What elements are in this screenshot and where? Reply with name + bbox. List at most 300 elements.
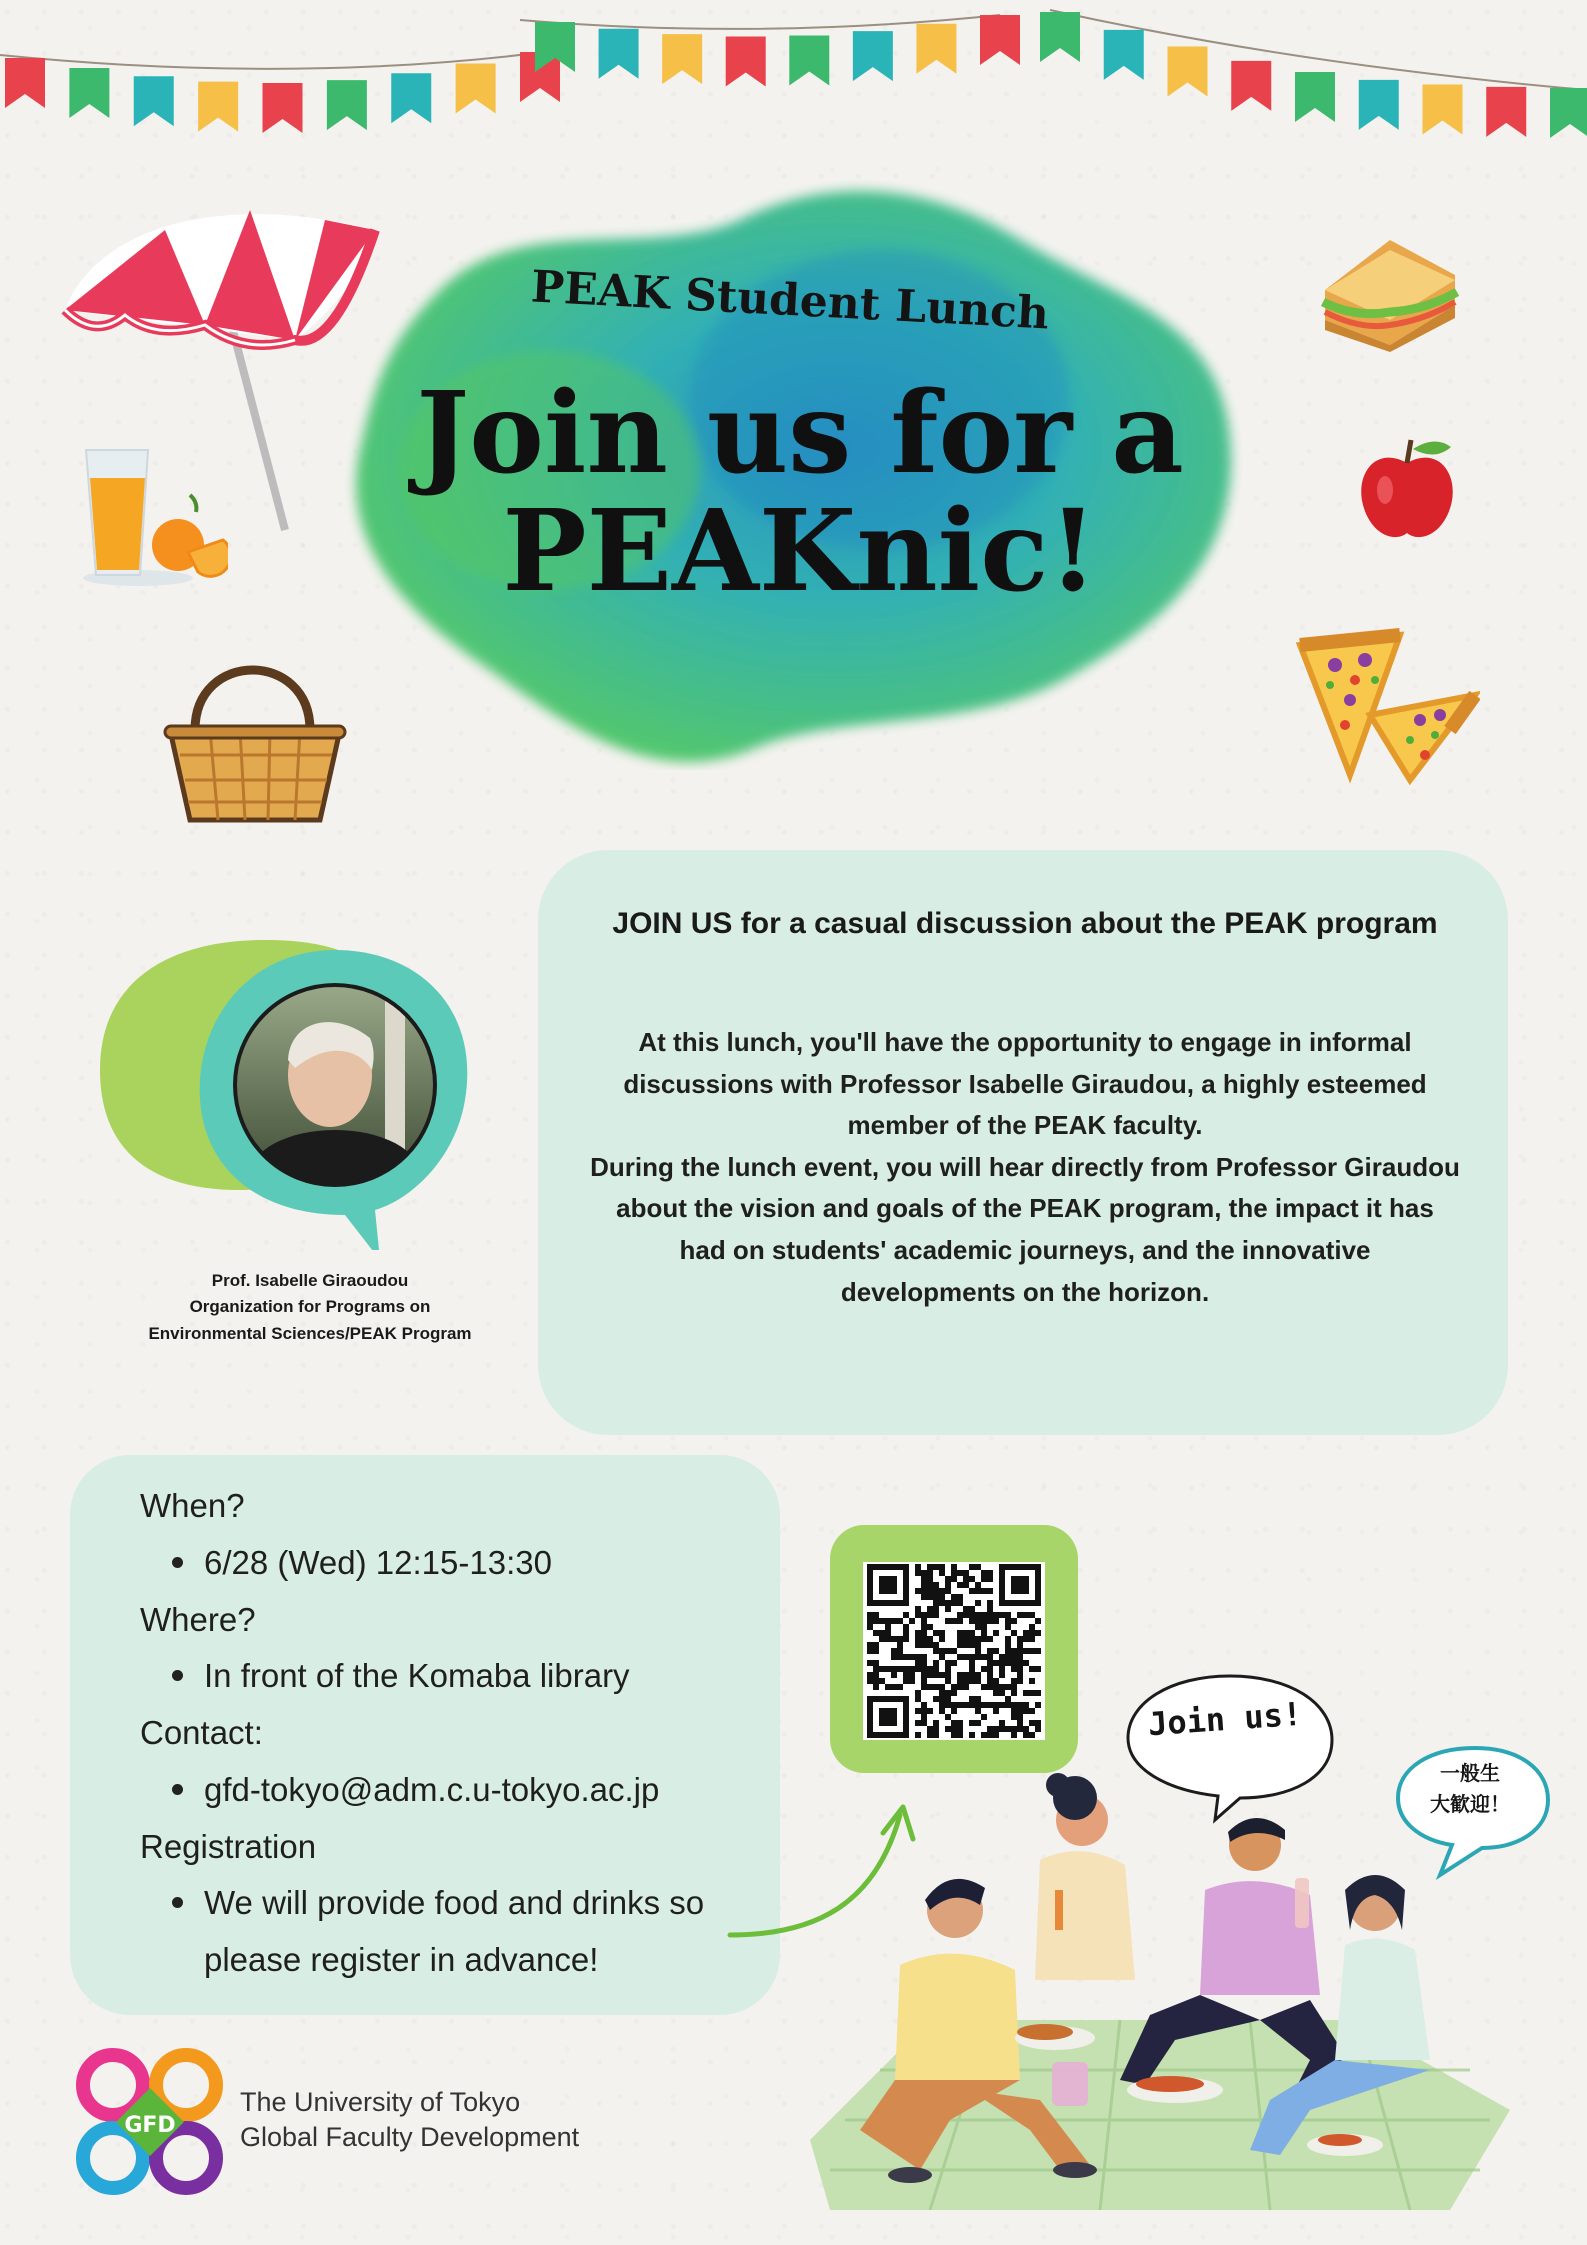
qr-module xyxy=(915,1666,921,1672)
sandwich-icon xyxy=(1315,230,1465,355)
qr-module xyxy=(933,1594,939,1600)
qr-module xyxy=(903,1624,909,1630)
qr-module xyxy=(1011,1666,1017,1672)
qr-module xyxy=(987,1666,993,1672)
qr-module xyxy=(927,1732,933,1738)
qr-module xyxy=(957,1678,963,1684)
qr-module xyxy=(1023,1690,1029,1696)
qr-module xyxy=(975,1696,981,1702)
qr-module xyxy=(1029,1720,1035,1726)
qr-module xyxy=(891,1648,897,1654)
contact-label: Contact: xyxy=(140,1714,263,1751)
qr-module xyxy=(897,1684,903,1690)
info-paragraph-2: During the lunch event, you will hear directly from Professor Giraudou about the vision and goals of the PEAK program, the impact it has had on students' academic journeys, and the innovative developments on the horizon. xyxy=(590,1151,1460,1307)
qr-module xyxy=(963,1654,969,1660)
qr-module xyxy=(1005,1642,1011,1648)
bunting-flag xyxy=(726,37,766,87)
bunting-flag xyxy=(1104,30,1144,80)
picnic-people-illustration xyxy=(790,1770,1520,2210)
qr-module xyxy=(921,1684,927,1690)
qr-module xyxy=(909,1672,915,1678)
qr-module xyxy=(927,1624,933,1630)
qr-module xyxy=(939,1648,945,1654)
qr-module xyxy=(921,1612,927,1618)
qr-module xyxy=(1011,1684,1017,1690)
bunting-flag xyxy=(69,68,109,118)
bunting-flag xyxy=(198,82,238,132)
qr-module xyxy=(921,1702,927,1708)
qr-module xyxy=(921,1642,927,1648)
qr-module xyxy=(891,1618,897,1624)
qr-module xyxy=(897,1642,903,1648)
qr-module xyxy=(993,1660,999,1666)
qr-module xyxy=(933,1630,939,1636)
qr-module xyxy=(957,1612,963,1618)
qr-module xyxy=(933,1648,939,1654)
qr-module xyxy=(963,1612,969,1618)
qr-module xyxy=(927,1612,933,1618)
qr-module xyxy=(987,1576,993,1582)
qr-module xyxy=(915,1660,921,1666)
qr-module xyxy=(1035,1702,1041,1708)
registration-value xyxy=(140,1875,780,1989)
qr-module xyxy=(927,1606,933,1612)
bunting-flag xyxy=(456,63,496,113)
qr-module xyxy=(957,1720,963,1726)
qr-module xyxy=(993,1648,999,1654)
qr-module xyxy=(1023,1660,1029,1666)
bunting-garland xyxy=(0,0,1587,150)
qr-module xyxy=(1017,1654,1023,1660)
qr-module xyxy=(987,1678,993,1684)
qr-module xyxy=(921,1654,927,1660)
qr-module xyxy=(933,1666,939,1672)
qr-module xyxy=(987,1654,993,1660)
qr-module xyxy=(1005,1696,1011,1702)
qr-finder-square xyxy=(1011,1576,1029,1594)
qr-module xyxy=(945,1588,951,1594)
qr-module xyxy=(885,1618,891,1624)
qr-module xyxy=(975,1672,981,1678)
qr-module xyxy=(927,1666,933,1672)
qr-module xyxy=(981,1570,987,1576)
qr-finder-square xyxy=(879,1576,897,1594)
qr-module xyxy=(969,1618,975,1624)
qr-module xyxy=(975,1720,981,1726)
qr-module xyxy=(1011,1648,1017,1654)
bunting-flag xyxy=(599,29,639,79)
qr-module xyxy=(897,1666,903,1672)
qr-module xyxy=(867,1642,873,1648)
qr-module xyxy=(945,1690,951,1696)
bunting-flag xyxy=(789,36,829,86)
qr-module xyxy=(987,1606,993,1612)
qr-module xyxy=(927,1708,933,1714)
qr-module xyxy=(939,1696,945,1702)
qr-module xyxy=(1011,1618,1017,1624)
qr-module xyxy=(933,1720,939,1726)
qr-module xyxy=(939,1654,945,1660)
qr-module xyxy=(1029,1636,1035,1642)
qr-module xyxy=(1029,1666,1035,1672)
qr-module xyxy=(951,1732,957,1738)
qr-module xyxy=(921,1708,927,1714)
qr-module xyxy=(999,1690,1005,1696)
qr-module xyxy=(897,1654,903,1660)
qr-module xyxy=(873,1642,879,1648)
qr-module xyxy=(969,1636,975,1642)
qr-module xyxy=(993,1618,999,1624)
qr-module xyxy=(945,1576,951,1582)
when-label: When? xyxy=(140,1487,245,1524)
qr-module xyxy=(999,1672,1005,1678)
qr-module xyxy=(873,1630,879,1636)
qr-module xyxy=(987,1672,993,1678)
qr-module xyxy=(1005,1618,1011,1624)
qr-module xyxy=(969,1588,975,1594)
qr-module xyxy=(915,1588,921,1594)
qr-module xyxy=(921,1624,927,1630)
qr-module xyxy=(945,1726,951,1732)
qr-module xyxy=(1017,1678,1023,1684)
qr-module xyxy=(927,1636,933,1642)
qr-module xyxy=(987,1600,993,1606)
qr-module xyxy=(951,1702,957,1708)
qr-module xyxy=(933,1600,939,1606)
registration-value-line-1: We will provide food and drinks so xyxy=(204,1884,705,1922)
qr-module xyxy=(939,1600,945,1606)
qr-module xyxy=(963,1642,969,1648)
qr-module xyxy=(981,1612,987,1618)
qr-module xyxy=(897,1648,903,1654)
qr-module xyxy=(969,1654,975,1660)
qr-module xyxy=(957,1594,963,1600)
bunting-flag xyxy=(980,15,1020,65)
qr-module xyxy=(1035,1618,1041,1624)
qr-module xyxy=(891,1636,897,1642)
qr-module xyxy=(987,1618,993,1624)
qr-module xyxy=(969,1732,975,1738)
qr-module xyxy=(921,1636,927,1642)
registration-label: Registration xyxy=(140,1827,317,1865)
apple-icon xyxy=(1355,435,1460,545)
qr-module xyxy=(867,1618,873,1624)
qr-module xyxy=(957,1570,963,1576)
qr-module xyxy=(945,1666,951,1672)
qr-module xyxy=(1005,1684,1011,1690)
qr-module xyxy=(987,1636,993,1642)
bunting-flag xyxy=(1423,85,1463,135)
qr-module xyxy=(999,1660,1005,1666)
bunting-flag xyxy=(391,73,431,123)
qr-module xyxy=(903,1636,909,1642)
qr-module xyxy=(1005,1726,1011,1732)
qr-module xyxy=(1035,1648,1041,1654)
qr-module xyxy=(1023,1648,1029,1654)
qr-module xyxy=(993,1726,999,1732)
qr-module xyxy=(921,1666,927,1672)
bunting-flag xyxy=(1359,80,1399,130)
qr-module xyxy=(933,1588,939,1594)
qr-module xyxy=(873,1612,879,1618)
qr-module xyxy=(975,1702,981,1708)
qr-module xyxy=(951,1576,957,1582)
qr-module xyxy=(927,1672,933,1678)
qr-module xyxy=(963,1684,969,1690)
qr-module xyxy=(957,1642,963,1648)
where-value: In front of the Komaba library xyxy=(140,1648,780,1705)
professor-name: Prof. Isabelle Giraoudou xyxy=(211,1271,409,1290)
qr-module xyxy=(939,1594,945,1600)
qr-module xyxy=(885,1636,891,1642)
qr-module xyxy=(1029,1678,1035,1684)
qr-module xyxy=(993,1630,999,1636)
qr-module xyxy=(951,1648,957,1654)
qr-module xyxy=(939,1684,945,1690)
qr-module xyxy=(933,1726,939,1732)
bunting-flag xyxy=(662,34,702,84)
qr-module xyxy=(993,1612,999,1618)
qr-module xyxy=(1035,1630,1041,1636)
qr-module xyxy=(915,1642,921,1648)
qr-module xyxy=(921,1588,927,1594)
qr-module xyxy=(903,1678,909,1684)
qr-module xyxy=(915,1720,921,1726)
qr-module xyxy=(1029,1624,1035,1630)
qr-module xyxy=(933,1696,939,1702)
qr-module xyxy=(981,1576,987,1582)
qr-module xyxy=(915,1654,921,1660)
qr-module xyxy=(993,1690,999,1696)
qr-module xyxy=(927,1726,933,1732)
qr-module xyxy=(873,1618,879,1624)
qr-module xyxy=(993,1684,999,1690)
qr-module xyxy=(975,1618,981,1624)
qr-module xyxy=(933,1732,939,1738)
logo-line-1: The University of Tokyo xyxy=(240,2087,521,2117)
qr-module xyxy=(873,1678,879,1684)
qr-module xyxy=(963,1702,969,1708)
qr-module xyxy=(1029,1630,1035,1636)
qr-module xyxy=(975,1612,981,1618)
qr-module xyxy=(903,1654,909,1660)
qr-module xyxy=(903,1666,909,1672)
qr-module xyxy=(1017,1714,1023,1720)
qr-module xyxy=(879,1630,885,1636)
qr-module xyxy=(969,1660,975,1666)
qr-module xyxy=(951,1690,957,1696)
registration-qr-code[interactable] xyxy=(863,1562,1045,1740)
qr-module xyxy=(1035,1690,1041,1696)
qr-module xyxy=(945,1582,951,1588)
qr-module xyxy=(1011,1714,1017,1720)
qr-module xyxy=(1023,1702,1029,1708)
qr-module xyxy=(951,1726,957,1732)
info-body xyxy=(590,1022,1460,1313)
qr-module xyxy=(933,1672,939,1678)
qr-module xyxy=(915,1570,921,1576)
qr-module xyxy=(975,1678,981,1684)
qr-module xyxy=(975,1708,981,1714)
qr-module xyxy=(981,1702,987,1708)
bunting-flag xyxy=(134,76,174,126)
qr-module xyxy=(885,1630,891,1636)
professor-caption xyxy=(110,1268,510,1347)
qr-module xyxy=(939,1564,945,1570)
qr-module xyxy=(921,1720,927,1726)
qr-module xyxy=(1029,1690,1035,1696)
qr-module xyxy=(927,1642,933,1648)
qr-module xyxy=(927,1582,933,1588)
qr-module xyxy=(981,1654,987,1660)
qr-module xyxy=(1005,1648,1011,1654)
qr-module xyxy=(987,1732,993,1738)
qr-module xyxy=(1005,1702,1011,1708)
qr-module xyxy=(951,1660,957,1666)
qr-module xyxy=(963,1678,969,1684)
qr-module xyxy=(1011,1690,1017,1696)
qr-module xyxy=(981,1732,987,1738)
qr-module xyxy=(921,1714,927,1720)
qr-module xyxy=(867,1672,873,1678)
qr-module xyxy=(945,1600,951,1606)
qr-module xyxy=(939,1588,945,1594)
qr-module xyxy=(921,1630,927,1636)
headline-line-1: Join us for a xyxy=(416,368,1184,499)
qr-module xyxy=(969,1606,975,1612)
qr-module xyxy=(1017,1720,1023,1726)
qr-module xyxy=(945,1606,951,1612)
qr-module xyxy=(987,1612,993,1618)
qr-module xyxy=(957,1702,963,1708)
qr-module xyxy=(867,1678,873,1684)
qr-module xyxy=(981,1618,987,1624)
qr-module xyxy=(1011,1630,1017,1636)
qr-module xyxy=(969,1630,975,1636)
qr-module xyxy=(891,1666,897,1672)
qr-module xyxy=(1029,1648,1035,1654)
qr-module xyxy=(1011,1654,1017,1660)
qr-module xyxy=(945,1696,951,1702)
professor-affiliation-2: Environmental Sciences/PEAK Program xyxy=(148,1323,472,1343)
qr-module xyxy=(921,1618,927,1624)
qr-module xyxy=(969,1678,975,1684)
qr-module xyxy=(975,1642,981,1648)
qr-module xyxy=(885,1666,891,1672)
qr-module xyxy=(999,1654,1005,1660)
qr-module xyxy=(915,1630,921,1636)
qr-module xyxy=(915,1708,921,1714)
logo-mark-text: GFD xyxy=(124,2113,176,2138)
qr-module xyxy=(879,1618,885,1624)
headline-line-2: PEAKnic! xyxy=(502,485,1098,617)
qr-module xyxy=(867,1624,873,1630)
qr-module xyxy=(1023,1636,1029,1642)
qr-module xyxy=(933,1642,939,1648)
qr-module xyxy=(975,1654,981,1660)
qr-module xyxy=(951,1594,957,1600)
qr-module xyxy=(1017,1702,1023,1708)
qr-module xyxy=(921,1582,927,1588)
qr-module xyxy=(897,1636,903,1642)
qr-module xyxy=(1023,1732,1029,1738)
bunting-flag xyxy=(1550,88,1587,138)
qr-module xyxy=(951,1600,957,1606)
contact-email-link[interactable]: gfd-tokyo@adm.c.u-tokyo.ac.jp xyxy=(140,1762,780,1819)
speech-jp-line-1: 一般生 xyxy=(1440,1761,1500,1785)
qr-module xyxy=(999,1720,1005,1726)
qr-module xyxy=(903,1612,909,1618)
orange-juice-icon xyxy=(78,440,228,590)
qr-module xyxy=(891,1654,897,1660)
qr-module xyxy=(927,1588,933,1594)
qr-module xyxy=(873,1666,879,1672)
qr-module xyxy=(879,1666,885,1672)
pizza-icon xyxy=(1290,625,1480,785)
qr-module xyxy=(921,1570,927,1576)
qr-module xyxy=(879,1678,885,1684)
qr-module xyxy=(891,1684,897,1690)
qr-module xyxy=(1005,1624,1011,1630)
qr-module xyxy=(987,1648,993,1654)
qr-module xyxy=(1029,1612,1035,1618)
qr-module xyxy=(993,1732,999,1738)
qr-module xyxy=(1017,1612,1023,1618)
gfd-logo xyxy=(68,2040,233,2205)
speech-join-text: Join us! xyxy=(1146,1694,1304,1744)
qr-module xyxy=(981,1588,987,1594)
qr-module xyxy=(879,1636,885,1642)
qr-module xyxy=(927,1594,933,1600)
qr-module xyxy=(969,1642,975,1648)
qr-module xyxy=(927,1576,933,1582)
qr-module xyxy=(891,1672,897,1678)
qr-module xyxy=(963,1582,969,1588)
qr-module xyxy=(945,1660,951,1666)
bunting-flag xyxy=(1295,72,1335,122)
qr-module xyxy=(945,1618,951,1624)
qr-module xyxy=(999,1684,1005,1690)
qr-module xyxy=(1017,1726,1023,1732)
qr-module xyxy=(897,1618,903,1624)
qr-module xyxy=(999,1702,1005,1708)
qr-module xyxy=(903,1672,909,1678)
qr-module xyxy=(1017,1642,1023,1648)
qr-module xyxy=(1023,1630,1029,1636)
qr-module xyxy=(1011,1726,1017,1732)
qr-code-icon xyxy=(863,1562,1045,1740)
qr-module xyxy=(945,1672,951,1678)
qr-module xyxy=(1011,1732,1017,1738)
qr-module xyxy=(993,1678,999,1684)
qr-module xyxy=(963,1630,969,1636)
qr-module xyxy=(867,1660,873,1666)
logo-line-2: Global Faculty Development xyxy=(240,2122,580,2153)
qr-module xyxy=(915,1612,921,1618)
qr-module xyxy=(921,1672,927,1678)
qr-module xyxy=(957,1684,963,1690)
bunting-flag xyxy=(1168,47,1208,97)
qr-module xyxy=(915,1564,921,1570)
qr-module xyxy=(909,1666,915,1672)
qr-finder-square xyxy=(879,1708,897,1726)
qr-module xyxy=(981,1636,987,1642)
qr-module xyxy=(999,1612,1005,1618)
qr-module xyxy=(873,1660,879,1666)
bunting-flag xyxy=(1486,87,1526,137)
qr-module xyxy=(933,1684,939,1690)
qr-module xyxy=(933,1660,939,1666)
